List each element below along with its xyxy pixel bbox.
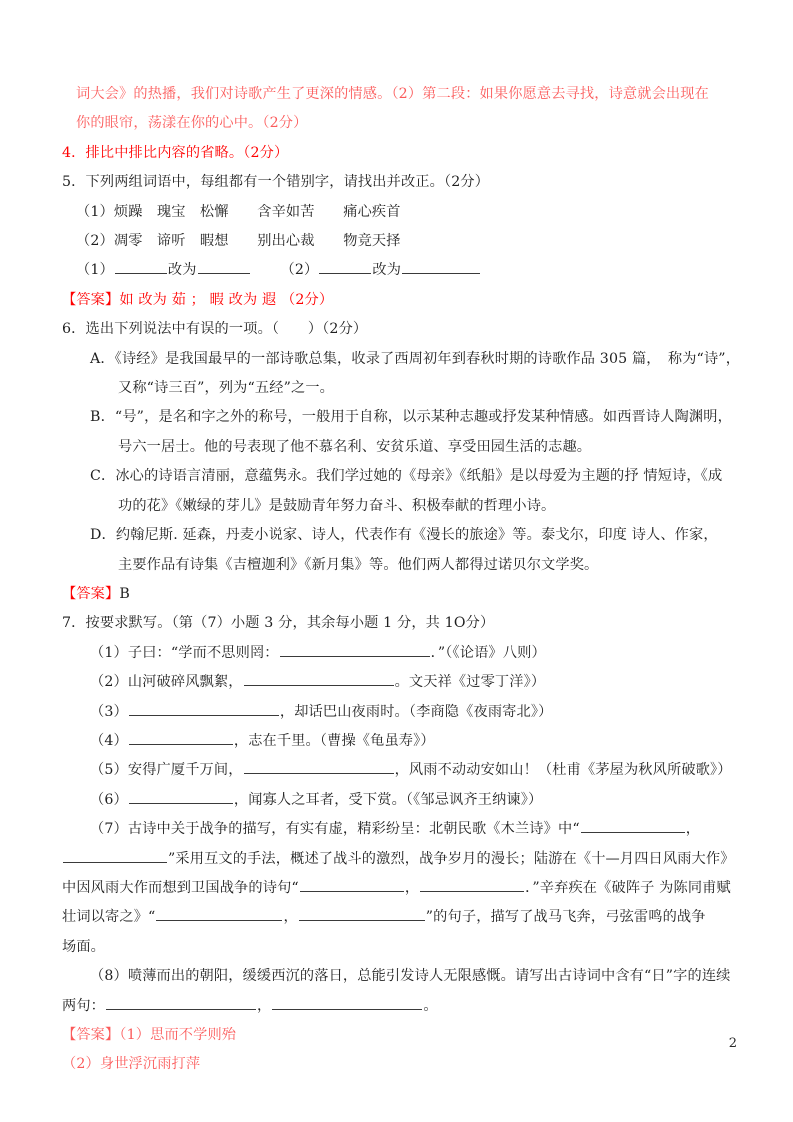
q5-blank-1a[interactable] xyxy=(115,260,167,274)
q7-item-4-suffix: ，志在千里。（曹操《龟虽寿》） xyxy=(233,732,435,749)
q7-item-7-text-1: （7）古诗中关于战争的描写，有实有虚，精彩纷呈：北朝民歌《木兰诗》中“ xyxy=(90,821,580,838)
q7-item-8-line-1: （8）喷薄而出的朝阳，缓缓西沉的落日，总能引发诗人无限感慨。请写出古诗词中含有“日”字的连续 xyxy=(90,968,731,985)
q7-answer-line-2: （2）身世浮沉雨打萍 xyxy=(62,1056,201,1073)
q7-item-3 xyxy=(62,698,740,727)
q7-answer-line-1: 【答案】（1）思而不学则殆 xyxy=(62,1027,237,1043)
q7-item-7-blank-4[interactable] xyxy=(420,877,524,891)
q7-item-4-prefix: （4） xyxy=(90,732,128,749)
q7-item-8-line-2 xyxy=(62,992,740,1021)
q7-item-7-line-4 xyxy=(62,903,740,932)
q7-item-4-blank[interactable] xyxy=(129,730,233,744)
q6-option-d-label: D． xyxy=(90,527,116,544)
q5-fill-prefix-2: （2） xyxy=(280,262,319,279)
q7-item-7-text-2: ”采用互文的手法，概述了战斗的激烈，战争岁月的漫长；陆游在《十—月四日风雨大作》 xyxy=(168,850,735,867)
q7-item-7-blank-2[interactable] xyxy=(63,848,167,862)
q7-item-1 xyxy=(62,639,740,668)
q7-item-8-prefix: 两句： xyxy=(62,997,106,1014)
q6-answer-label: 【答案】 xyxy=(62,585,120,602)
q6-option-a-text-1: 《诗经》是我国最早的一部诗歌总集，收录了西周初年到春秋时期的诗歌作品 305 篇， 称为“诗”， xyxy=(114,350,741,367)
q3-continued-line-1: 词大会》的热播，我们对诗歌产生了更深的情感。（2）第二段：如果你愿意去寻找，诗意就会出现在 xyxy=(76,86,709,102)
q5-word-group-1: （1）烦躁 瑰宝 松懈 含辛如苦 痛心疾首 xyxy=(76,203,401,220)
q7-item-5-suffix: ，风雨不动动安如山！（杜甫《茅屋为秋风所破歌》） xyxy=(394,762,732,779)
q6-option-a[interactable] xyxy=(62,345,740,374)
q7-item-3-blank[interactable] xyxy=(129,701,279,715)
q7-item-5 xyxy=(62,756,740,785)
q7-item-2-blank[interactable] xyxy=(244,672,394,686)
q6-option-d-cont: 主要作品有诗集《吉檀迦利》《新月集》等。他们两人都得过诺贝尔文学奖。 xyxy=(118,556,599,573)
q7-item-6-suffix: ，闻寡人之耳者，受下赏。（《邹忌讽齐王纳谏》） xyxy=(233,791,543,808)
q7-item-2-suffix: 。文天祥《过零丁洋》） xyxy=(394,674,546,691)
q6-option-a-cont: 又称“诗三百”，列为“五经”之一。 xyxy=(118,380,335,397)
q6-option-b-cont: 号六一居士。他的号表现了他不慕名利、安贫乐道、享受田园生活的志趣。 xyxy=(118,438,592,455)
q7-item-6-prefix: （6） xyxy=(90,791,128,808)
q5-fill-prefix-1: （1） xyxy=(76,262,114,279)
q5-answer: 【答案】如 改为 茹 ； 暇 改为 遐 （2分） xyxy=(62,291,334,308)
q7-item-7-comma-1: ， xyxy=(685,821,701,838)
q7-stem: 7．按要求默写。（第（7）小题 3 分，其余每小题 1 分，共 1O分） xyxy=(62,615,495,632)
q5-blank-2a[interactable] xyxy=(319,260,371,274)
q7-item-4 xyxy=(62,727,740,756)
q7-item-7-blank-1[interactable] xyxy=(581,819,685,833)
q7-item-6-blank[interactable] xyxy=(129,789,233,803)
q7-item-8-comma: ， xyxy=(257,997,272,1014)
q7-item-7-text-6: ”的句子，描写了战马飞奔，弓弦雷鸣的战争 xyxy=(425,909,706,926)
q5-blank-1b[interactable] xyxy=(198,260,250,274)
q6-answer-line xyxy=(62,580,740,609)
q7-item-7-text-4: ．”辛弃疾在《破阵子 为陈同甫赋 xyxy=(525,879,731,896)
q7-item-7-blank-3[interactable] xyxy=(300,877,404,891)
q6-option-b[interactable] xyxy=(62,403,740,432)
page-number: 2 xyxy=(728,1036,737,1051)
q7-item-1-suffix: ．”（《论语》八则） xyxy=(430,644,546,661)
q7-item-2 xyxy=(62,668,740,697)
q5-fill-mid-2: 改为 xyxy=(372,262,402,279)
q6-answer-value: B xyxy=(119,585,130,602)
q6-option-d[interactable] xyxy=(62,521,740,550)
q6-option-c-label: C． xyxy=(90,468,116,485)
q7-item-7-text-5: 壮词以寄之》“ xyxy=(62,909,156,926)
q6-option-b-text-1: “号”，是名和字之外的称号，一般用于自称，以示某种志趣或抒发某种情感。如西晋诗人陶渊明， xyxy=(114,409,732,426)
q7-item-5-blank[interactable] xyxy=(244,760,394,774)
q7-item-7-blank-6[interactable] xyxy=(299,907,425,921)
q7-item-7-comma-3: ， xyxy=(283,909,298,926)
q6-stem: 6．选出下列说法中有误的一项。（ ）（2分） xyxy=(62,321,368,338)
q6-option-a-label: A． xyxy=(90,350,115,367)
q6-option-d-text-1: 约翰尼斯. 延森，丹麦小说家、诗人，代表作有《漫长的旅途》等。泰戈尔，印度 诗人、作家， xyxy=(115,527,718,544)
q7-item-7-line-5: 场面。 xyxy=(62,938,106,955)
q7-item-8-blank-1[interactable] xyxy=(106,995,256,1009)
q7-item-7-line-3 xyxy=(62,874,740,903)
q7-item-1-blank[interactable] xyxy=(280,642,430,656)
q6-option-c[interactable] xyxy=(62,462,740,491)
document-body xyxy=(62,80,740,1080)
q7-item-7-text-3: 中因风雨大作而想到卫国战争的诗句“ xyxy=(62,879,299,896)
q5-word-group-2: （2）凋零 谛听 暇想 别出心裁 物竞天择 xyxy=(76,233,401,250)
q7-item-6 xyxy=(62,786,740,815)
q6-option-c-text-1: 冰心的诗语言清丽，意蕴隽永。我们学过她的《母亲》《纸船》是以母爱为主题的抒 情短诗，《成 xyxy=(115,468,723,485)
q5-fill-mid-1: 改为 xyxy=(167,262,197,279)
q7-item-8-period: 。 xyxy=(423,997,438,1014)
q5-fill-line xyxy=(62,256,740,285)
q7-item-8-blank-2[interactable] xyxy=(272,995,422,1009)
q7-item-7-line-1 xyxy=(62,815,740,844)
q5-blank-2b[interactable] xyxy=(402,260,480,274)
q7-item-2-prefix: （2）山河破碎风飘絮， xyxy=(90,674,243,691)
q7-item-7-blank-5[interactable] xyxy=(156,907,282,921)
q7-item-5-prefix: （5）安得广厦千万间， xyxy=(90,762,243,779)
q5-stem: 5．下列两组词语中，每组都有一个错别字，请找出并改正。（2分） xyxy=(62,174,490,191)
q7-item-7-line-2 xyxy=(62,845,740,874)
q6-option-b-label: B． xyxy=(90,409,115,426)
q3-continued-line-2: 你的眼帘，荡漾在你的心中。（2分） xyxy=(76,115,308,132)
q4-answer: 4．排比中排比内容的省略。（2分） xyxy=(62,144,289,161)
q6-option-c-cont: 功的花》《嫩绿的芽儿》是鼓励青年努力奋斗、积极奉献的哲理小诗。 xyxy=(118,497,556,514)
q7-item-7-comma-2: ， xyxy=(404,879,420,896)
q7-item-3-suffix: ，却话巴山夜雨时。（李商隐《夜雨寄北》） xyxy=(279,703,553,720)
q7-item-1-prefix: （1）子曰：“学而不思则罔： xyxy=(90,644,279,661)
q7-item-3-prefix: （3） xyxy=(90,703,128,720)
